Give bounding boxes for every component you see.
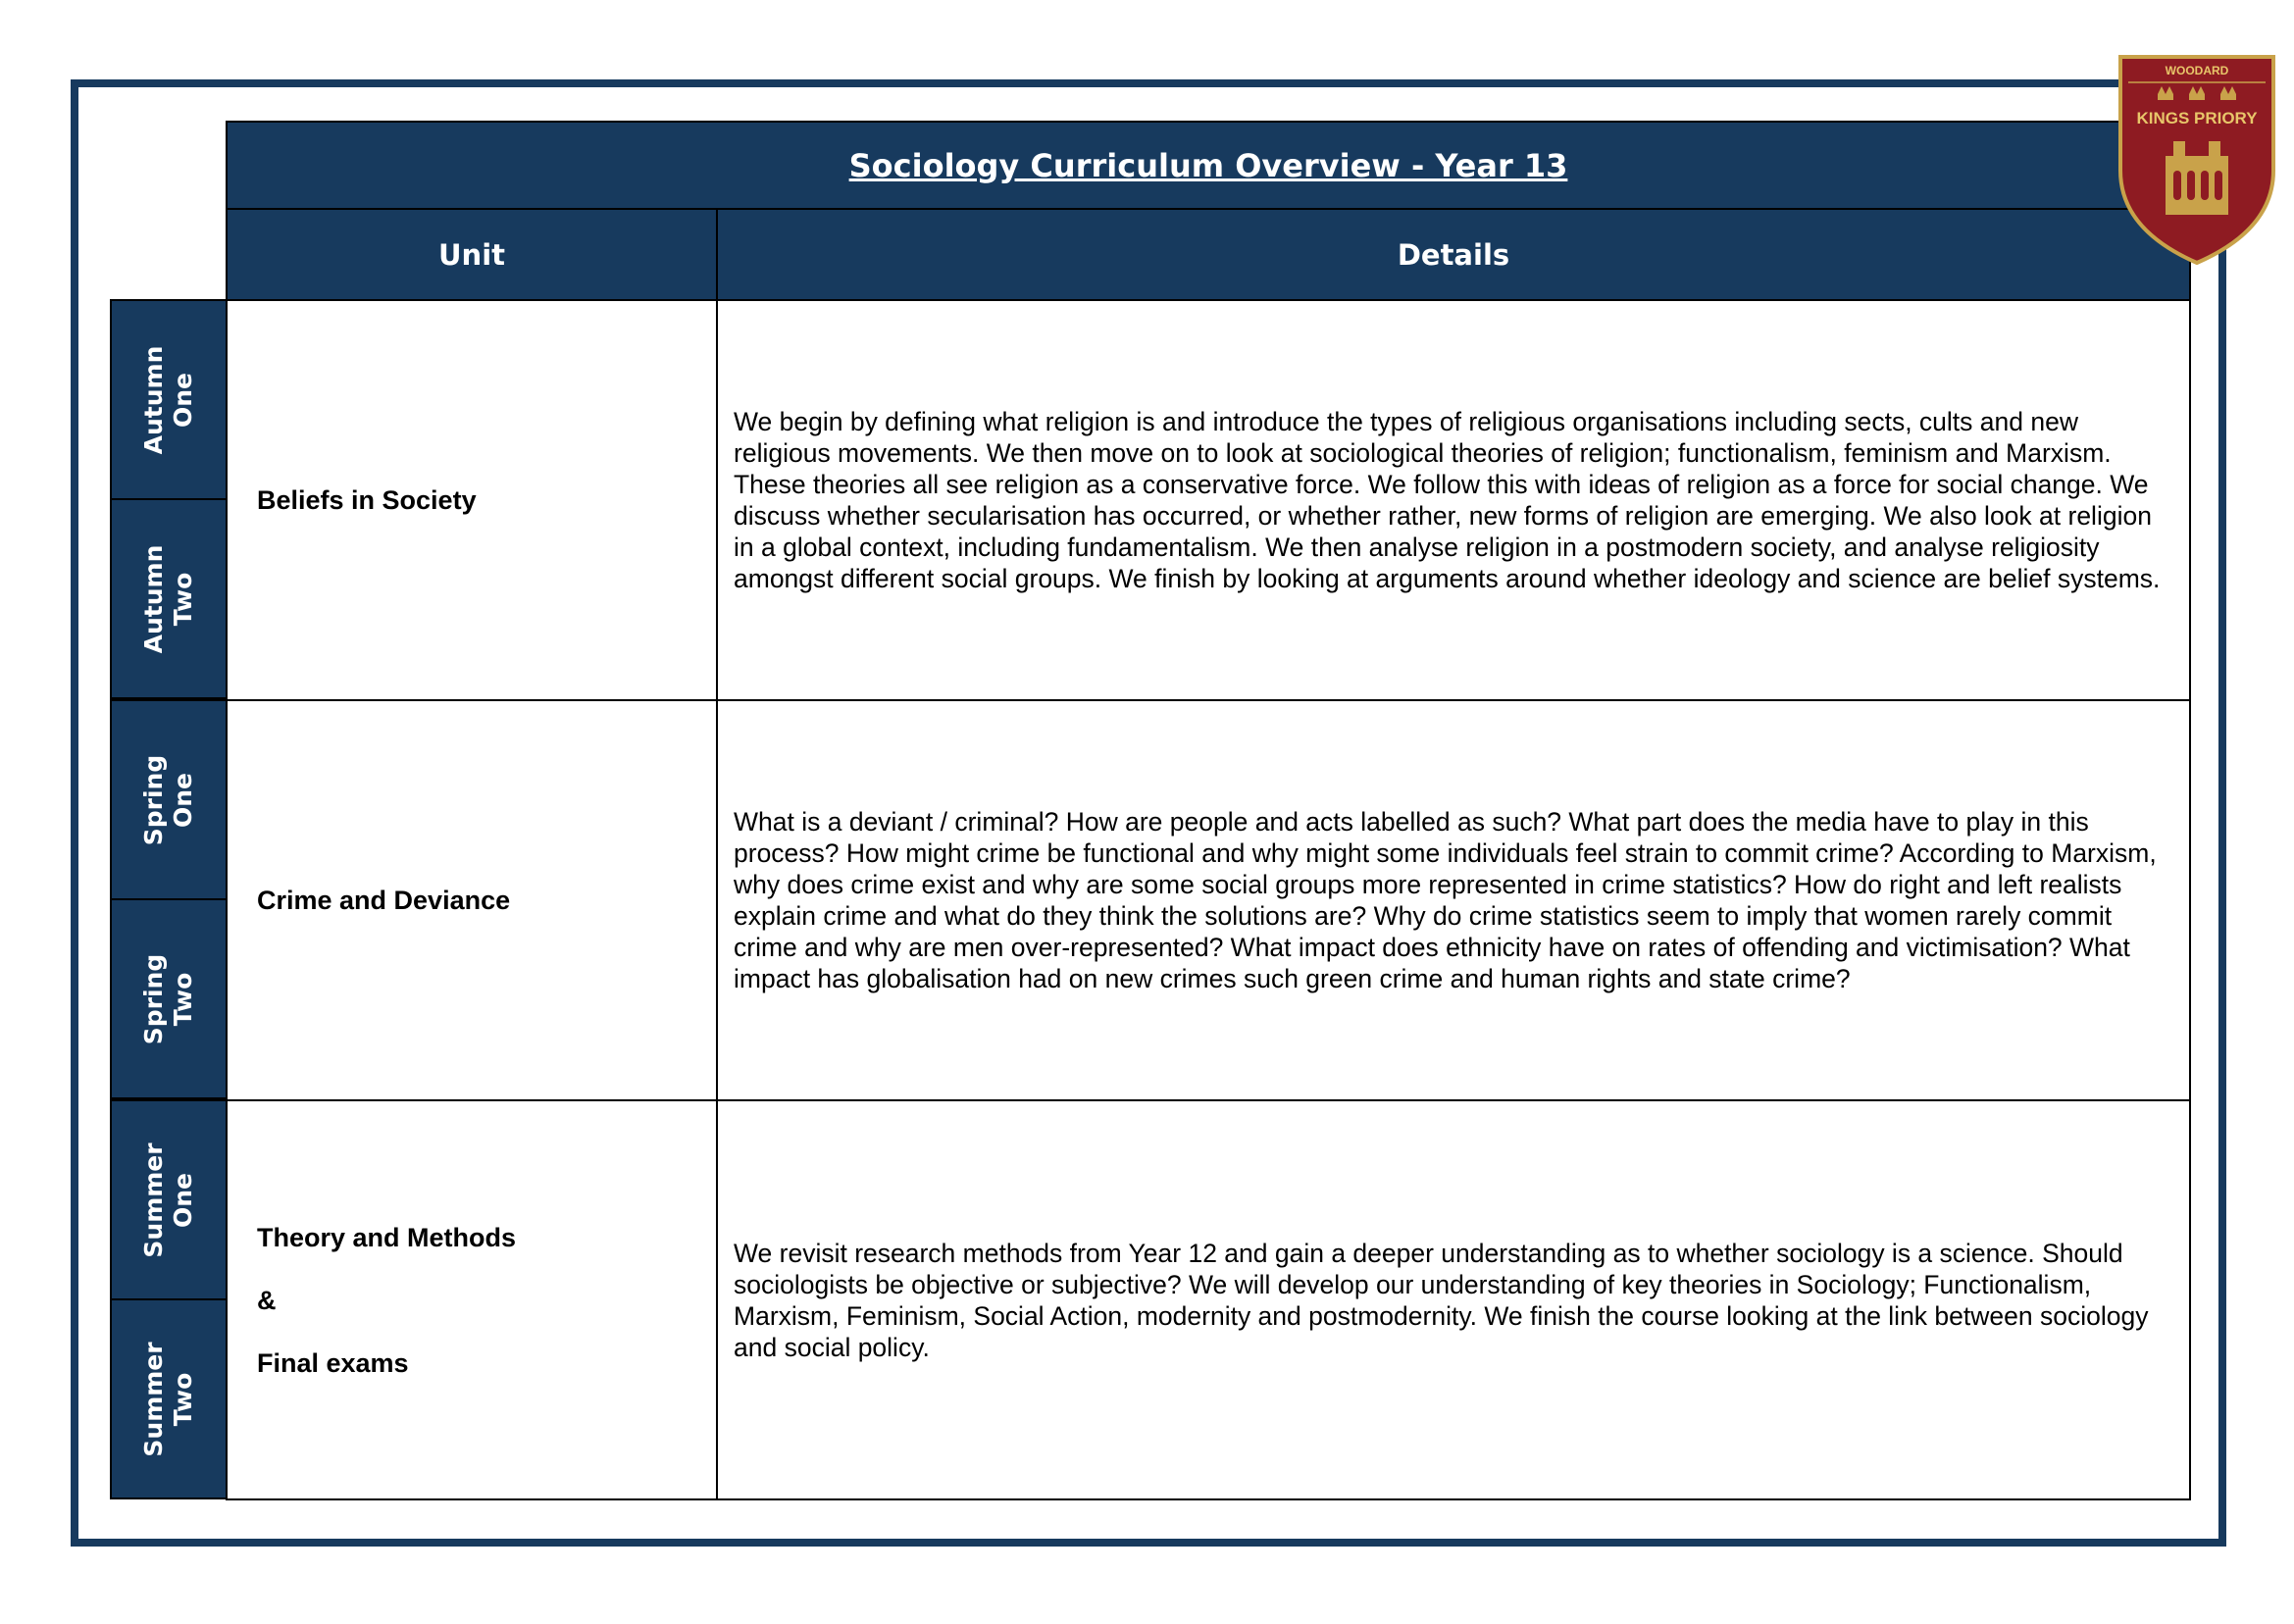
term-spring-one	[110, 699, 228, 900]
unit-name: Crime and Deviance	[257, 886, 511, 915]
term-label: Spring One	[139, 754, 197, 845]
term-label: Spring Two	[139, 953, 197, 1044]
header-details: Details	[716, 208, 2191, 301]
page-title-text: Sociology Curriculum Overview - Year 13	[848, 146, 1568, 184]
term-autumn-two	[110, 498, 228, 699]
page-title	[226, 121, 2191, 210]
svg-text:WOODARD: WOODARD	[2165, 64, 2229, 77]
table-row-details	[716, 699, 2191, 1101]
table-row-details	[716, 1099, 2191, 1500]
term-label: Summer Two	[139, 1341, 197, 1457]
school-crest-logo	[2116, 53, 2277, 269]
term-summer-two	[110, 1298, 228, 1499]
unit-details: We revisit research methods from Year 12 and gain a deeper understanding as to whether sociology is a science. Should sociologists be objective or subjective? We will develop our understanding of key theories in Sociology; Functionalism, Marxism, Feminism, Social Action, modernity and postmodernity. We finish the course looking at the link between sociology and social policy.	[734, 1238, 2149, 1362]
term-label: Autumn Two	[139, 544, 197, 653]
header-unit: Unit	[226, 208, 718, 301]
table-row-unit	[226, 1099, 718, 1500]
term-label: Summer One	[139, 1142, 197, 1258]
term-label: Autumn One	[139, 345, 197, 454]
term-summer-one	[110, 1099, 228, 1300]
table-row-details	[716, 299, 2191, 701]
unit-name: Beliefs in Society	[257, 485, 477, 515]
term-autumn-one	[110, 299, 228, 500]
term-spring-two	[110, 898, 228, 1099]
table-row-unit	[226, 699, 718, 1101]
unit-name: Theory and Methods & Final exams	[257, 1222, 517, 1378]
unit-details: We begin by defining what religion is and introduce the types of religious organisations including sects, cults and new religious movements. We then move on to look at sociological theories of religion; functionalism, feminism and Marxism. These theories all see religion as a conservative force. We follow this with ideas of religion as a force for social change. We discuss whether secularisation has occurred, or whether rather, new forms of religion are emerging. We also look at religion in a global context, including fundamentalism. We then analyse religion in a postmodern society, and analyse religiosity amongst different social groups. We finish by looking at arguments around whether ideology and science are belief systems.	[734, 407, 2161, 593]
table-row-unit	[226, 299, 718, 701]
svg-text:KINGS PRIORY: KINGS PRIORY	[2136, 109, 2258, 127]
unit-details: What is a deviant / criminal? How are people and acts labelled as such? What part does the media have to play in this process? How might crime be functional and why might some individuals feel strain to commit crime? According to Marxism, why does crime exist and why are some social groups more represented in crime statistics? How do right and left realists explain crime and what do they think the solutions are? Why do crime statistics seem to imply that women rarely commit crime and why are men over-represented? What impact does ethnicity have on rates of offending and victimisation? What impact has globalisation had on new crimes such green crime and human rights and state crime?	[734, 807, 2157, 993]
